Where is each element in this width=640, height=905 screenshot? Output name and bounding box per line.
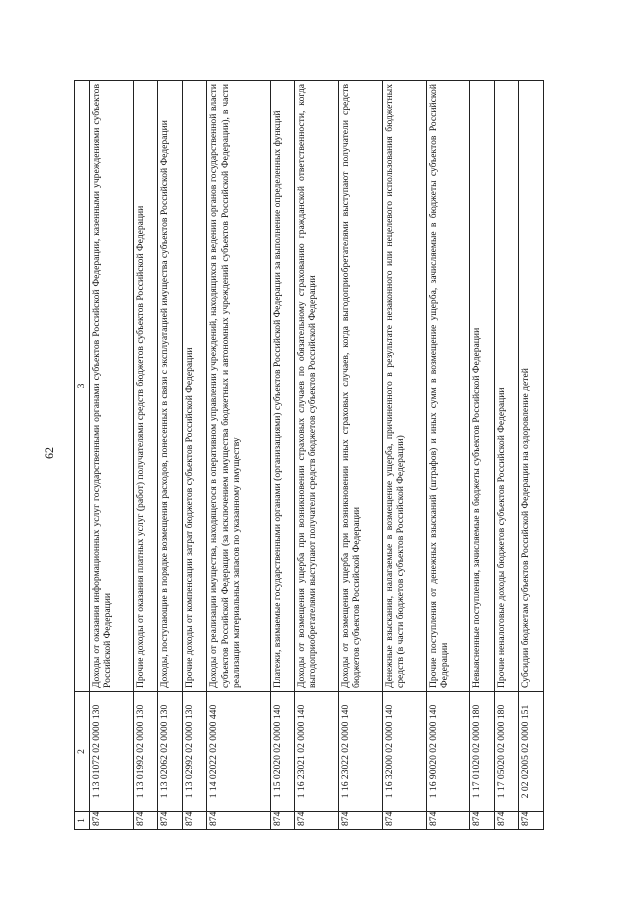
revenue-description-cell: Доходы от реализации имущества, находящегося в оперативном управлении учреждений, находящихся в ведении органов государственной власти субъектов Российской Федерации (за исключением имущества бюджетных и автономных учреждений субъектов Российской Федерации), в части реализации материальных запасов по указанному имуществу [207,81,270,692]
revenue-description-cell: Доходы, поступающие в порядке возмещения расходов, понесенных в связи с эксплуатацией имущества субъектов Российской Федерации [158,81,183,692]
table-row [207,81,270,830]
column-header-3: 3 [75,81,90,692]
budget-code-cell: 1 13 01072 02 0000 130 [90,692,134,812]
budget-code-cell: 1 13 02992 02 0000 130 [182,692,207,812]
page-number: 62 [42,447,56,459]
revenue-description-cell: Доходы от возмещения ущерба при возникновении иных страховых случаев, когда выгодоприобретателями выступают получатели средств бюджетов субъектов Российской Федерации [338,81,382,692]
budget-code-cell: 1 13 02062 02 0000 130 [158,692,183,812]
table-row [295,81,339,830]
admin-code-cell: 874 [90,812,134,830]
admin-code-cell: 874 [494,812,519,830]
table-row [90,81,134,830]
revenue-description-cell: Доходы от возмещения ущерба при возникновении страховых случаев по обязательному страхованию гражданской ответственности, когда выгодоприобретателями выступают получатели средств бюджетов субъектов Российской Федерации [295,81,339,692]
table-row [519,81,544,830]
revenue-description-cell: Субсидии бюджетам субъектов Российской Федерации на оздоровление детей [519,81,544,692]
budget-code-cell: 2 02 02005 02 0000 151 [519,692,544,812]
revenue-description-cell: Прочие доходы от компенсации затрат бюджетов субъектов Российской Федерации [182,81,207,692]
admin-code-cell: 874 [270,812,295,830]
revenue-description-cell: Денежные взыскания, налагаемые в возмещение ущерба, причиненного в результате незаконного или нецелевого использования бюджетных средств (в части бюджетов субъектов Российской Федерации) [382,81,426,692]
table-row [382,81,426,830]
table-row [470,81,495,830]
table-row [270,81,295,830]
table-row [426,81,470,830]
budget-code-cell: 1 16 32000 02 0000 140 [382,692,426,812]
admin-code-cell: 874 [382,812,426,830]
revenue-codes-table [74,80,544,830]
rotated-table-container [74,80,544,830]
admin-code-cell: 874 [295,812,339,830]
column-header-1: 1 [75,812,90,830]
table-header-row [75,81,90,830]
admin-code-cell: 874 [338,812,382,830]
revenue-description-cell: Платежи, взимаемые государственными органами (организациями) субъектов Российской Федерации за выполнение определенных функций [270,81,295,692]
admin-code-cell: 874 [158,812,183,830]
admin-code-cell: 874 [182,812,207,830]
budget-code-cell: 1 16 90020 02 0000 140 [426,692,470,812]
table-row [338,81,382,830]
admin-code-cell: 874 [470,812,495,830]
table-row [494,81,519,830]
revenue-description-cell: Прочие поступления от денежных взысканий (штрафов) и иных сумм в возмещение ущерба, зачисляемые в бюджеты субъектов Российской Федерации [426,81,470,692]
revenue-description-cell: Прочие неналоговые доходы бюджетов субъектов Российской Федерации [494,81,519,692]
revenue-description-cell: Доходы от оказания информационных услуг государственными органами субъектов Российской Федерации, казенными учреждениями субъектов Российской Федерации [90,81,134,692]
admin-code-cell: 874 [133,812,158,830]
budget-code-cell: 1 16 23021 02 0000 140 [295,692,339,812]
admin-code-cell: 874 [426,812,470,830]
table-row [158,81,183,830]
revenue-description-cell: Невыясненные поступления, зачисляемые в бюджеты субъектов Российской Федерации [470,81,495,692]
budget-code-cell: 1 15 02020 02 0000 140 [270,692,295,812]
budget-code-cell: 1 17 01020 02 0000 180 [470,692,495,812]
budget-code-cell: 1 16 23022 02 0000 140 [338,692,382,812]
column-header-2: 2 [75,692,90,812]
admin-code-cell: 874 [207,812,270,830]
table-row [182,81,207,830]
budget-code-cell: 1 17 05020 02 0000 180 [494,692,519,812]
budget-code-cell: 1 14 02022 02 0000 440 [207,692,270,812]
table-body [90,81,544,830]
budget-code-cell: 1 13 01992 02 0000 130 [133,692,158,812]
revenue-description-cell: Прочие доходы от оказания платных услуг (работ) получателями средств бюджетов субъектов Российской Федерации [133,81,158,692]
table-row [133,81,158,830]
admin-code-cell: 874 [519,812,544,830]
